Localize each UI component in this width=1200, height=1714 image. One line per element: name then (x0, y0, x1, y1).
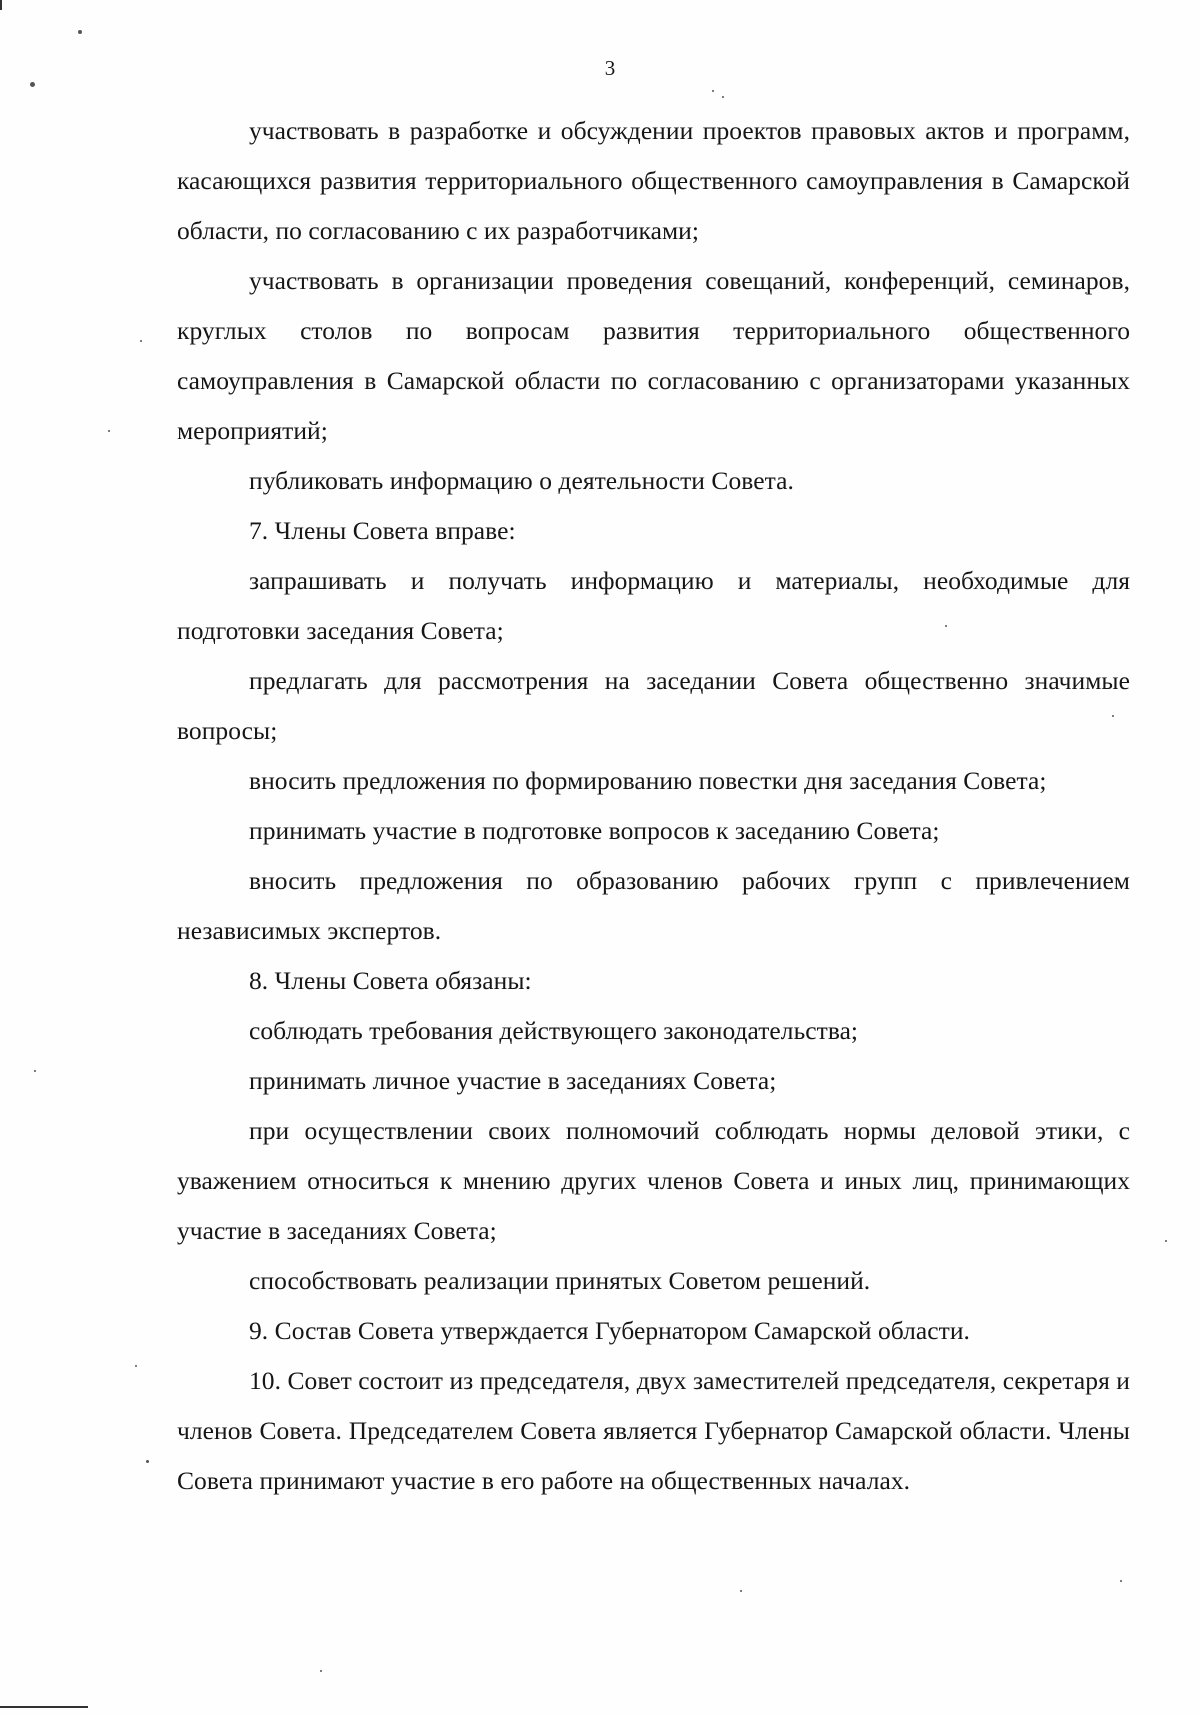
section-heading: 7. Члены Совета вправе: (249, 516, 516, 545)
scan-speck (1120, 1580, 1122, 1582)
paragraph: 10. Совет состоит из председателя, двух заместителей председателя, секретаря и членов Совета. Председателем Совета является Губернатор Самарской области. Члены Совета принимают участие в его работе на общественных началах. (177, 1366, 1130, 1495)
scan-edge-mark (0, 1706, 88, 1708)
page-number: 3 (604, 56, 616, 80)
paragraph: участвовать в разработке и обсуждении проектов правовых актов и программ, касающихся развития территориального общественного самоуправления в Самарской области, по согласованию с их разработчиками; (177, 116, 1130, 245)
paragraph: запрашивать и получать информацию и материалы, необходимые для подготовки заседания Совета; (177, 566, 1130, 645)
scan-speck (78, 30, 82, 34)
paragraph: принимать личное участие в заседаниях Совета; (249, 1066, 777, 1095)
scan-speck (140, 340, 142, 342)
scan-speck (30, 82, 35, 87)
scan-speck (146, 1460, 149, 1463)
paragraph: 9. Состав Совета утверждается Губернатором Самарской области. (249, 1316, 970, 1345)
document-body (177, 106, 1130, 1506)
paragraph: участвовать в организации проведения совещаний, конференций, семинаров, круглых столов по вопросам развития территориального общественного самоуправления в Самарской области по согласованию с организаторами указанных мероприятий; (177, 266, 1130, 445)
paragraph: вносить предложения по образованию рабочих групп с привлечением независимых экспертов. (177, 866, 1130, 945)
scan-edge-mark (0, 0, 2, 10)
scan-speck (1165, 1240, 1167, 1242)
scan-speck (722, 96, 724, 98)
paragraph: соблюдать требования действующего законодательства; (249, 1016, 859, 1045)
paragraph: при осуществлении своих полномочий соблюдать нормы деловой этики, с уважением относиться к мнению других членов Совета и иных лиц, принимающих участие в заседаниях Совета; (177, 1116, 1130, 1245)
scan-speck (320, 1670, 322, 1672)
scan-speck (34, 1070, 36, 1072)
paragraph: способствовать реализации принятых Советом решений. (249, 1266, 871, 1295)
section-heading: 8. Члены Совета обязаны: (249, 966, 532, 995)
paragraph: публиковать информацию о деятельности Совета. (249, 466, 794, 495)
scan-speck (108, 430, 110, 432)
scan-speck (712, 90, 714, 92)
scan-speck (135, 1365, 137, 1367)
scan-speck (740, 1590, 742, 1592)
paragraph: вносить предложения по формированию повестки дня заседания Совета; (249, 766, 1047, 795)
paragraph: предлагать для рассмотрения на заседании Совета общественно значимые вопросы; (177, 666, 1130, 745)
paragraph: принимать участие в подготовке вопросов к заседанию Совета; (249, 816, 940, 845)
